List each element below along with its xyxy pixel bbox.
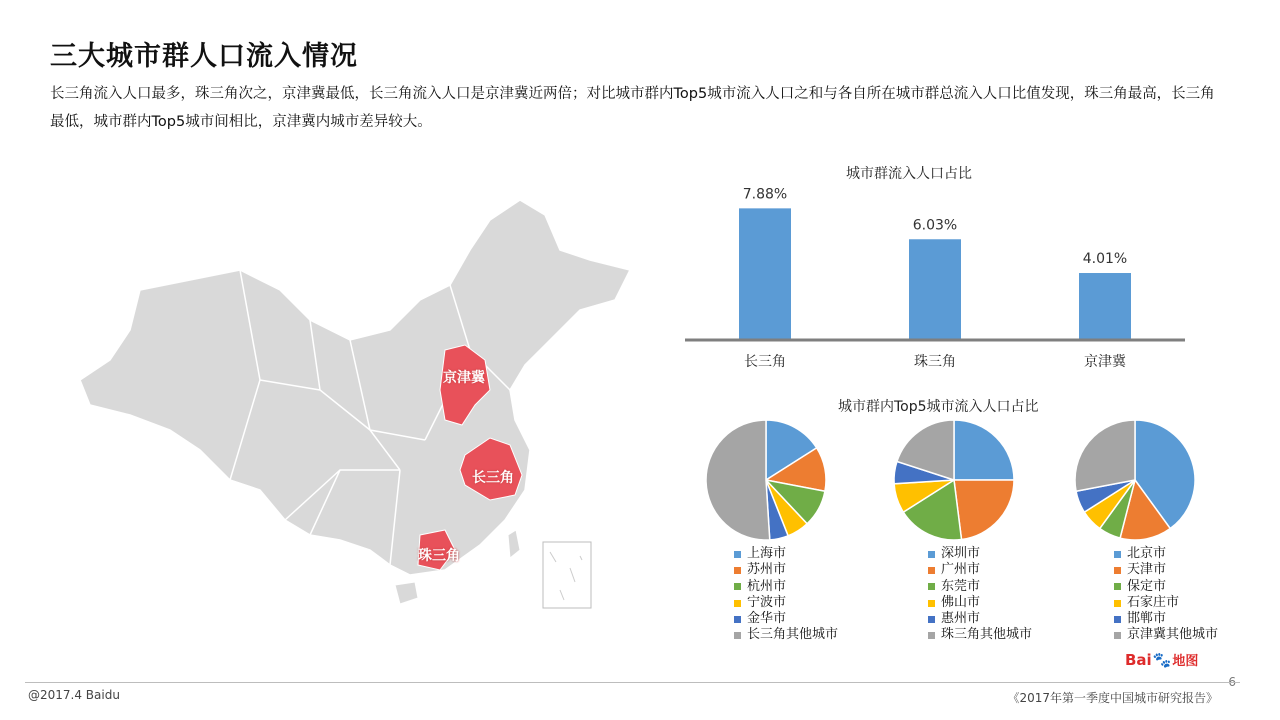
legend-label: 佛山市 bbox=[941, 594, 981, 610]
legend-item bbox=[928, 611, 1032, 627]
hainan-shape bbox=[395, 582, 418, 604]
china-map-svg bbox=[70, 190, 640, 620]
bar-1 bbox=[909, 239, 961, 340]
legend-label: 广州市 bbox=[941, 562, 981, 578]
legend-swatch bbox=[734, 600, 741, 607]
legend-item bbox=[928, 627, 1032, 643]
legend-swatch bbox=[928, 616, 935, 623]
legend-swatch bbox=[928, 567, 935, 574]
legend-label: 京津冀其他城市 bbox=[1127, 627, 1219, 643]
legend-item bbox=[928, 562, 1032, 578]
legend-swatch bbox=[928, 583, 935, 590]
legend-item bbox=[1114, 595, 1218, 611]
baidu-map-logo bbox=[1125, 650, 1198, 669]
pie-legend-zhusanjiao bbox=[928, 546, 1032, 644]
taiwan-shape bbox=[508, 530, 520, 558]
legend-item bbox=[734, 546, 838, 562]
bar-category-label-1: 珠三角 bbox=[914, 354, 956, 370]
logo-text-bai: Bai bbox=[1125, 650, 1152, 669]
legend-label: 苏州市 bbox=[747, 562, 787, 578]
pie-chart-zhusanjiao bbox=[892, 418, 1016, 542]
legend-item bbox=[928, 595, 1032, 611]
pie-slice-0 bbox=[954, 420, 1014, 480]
logo-text-ditu: 地图 bbox=[1172, 654, 1199, 669]
legend-label: 邯郸市 bbox=[1127, 611, 1167, 627]
legend-swatch bbox=[928, 551, 935, 558]
legend-label: 保定市 bbox=[1127, 578, 1167, 594]
legend-swatch bbox=[1114, 567, 1121, 574]
bar-category-label-0: 长三角 bbox=[744, 354, 786, 370]
pie-chart-jingjinji bbox=[1073, 418, 1197, 542]
bar-value-label-2: 4.01% bbox=[1082, 251, 1128, 268]
bar-value-label-1: 6.03% bbox=[912, 217, 958, 234]
legend-label: 天津市 bbox=[1127, 562, 1167, 578]
map-label-zhusanjiao: 珠三角 bbox=[418, 548, 460, 564]
bar-2 bbox=[1079, 273, 1131, 340]
legend-swatch bbox=[734, 583, 741, 590]
legend-swatch bbox=[928, 632, 935, 639]
legend-item bbox=[928, 546, 1032, 562]
legend-swatch bbox=[1114, 583, 1121, 590]
pie-slice-5 bbox=[1075, 420, 1135, 491]
legend-swatch bbox=[1114, 616, 1121, 623]
legend-swatch bbox=[734, 632, 741, 639]
legend-swatch bbox=[1114, 551, 1121, 558]
legend-item bbox=[1114, 627, 1218, 643]
pie-legend-changsanjiao bbox=[734, 546, 838, 644]
legend-item bbox=[1114, 546, 1218, 562]
china-map bbox=[70, 190, 640, 620]
legend-swatch bbox=[734, 551, 741, 558]
bar-category-label-2: 京津冀 bbox=[1084, 354, 1126, 370]
bar-chart-title: 城市群流入人口占比 bbox=[846, 166, 972, 182]
page-number: 6 bbox=[1228, 675, 1236, 689]
legend-label: 深圳市 bbox=[941, 546, 981, 561]
legend-label: 宁波市 bbox=[747, 594, 787, 610]
footer-divider bbox=[25, 682, 1240, 683]
legend-label: 石家庄市 bbox=[1127, 594, 1180, 610]
legend-item bbox=[1114, 579, 1218, 595]
legend-swatch bbox=[734, 567, 741, 574]
legend-swatch bbox=[928, 600, 935, 607]
bar-value-label-0: 7.88% bbox=[742, 186, 788, 203]
legend-label: 珠三角其他城市 bbox=[941, 627, 1033, 643]
legend-item bbox=[734, 562, 838, 578]
pie-legend-jingjinji bbox=[1114, 546, 1218, 644]
china-mainland-shape bbox=[80, 200, 630, 575]
legend-label: 杭州市 bbox=[747, 578, 787, 594]
legend-item bbox=[734, 611, 838, 627]
footer-copyright: @2017.4 Baidu bbox=[28, 688, 120, 702]
legend-label: 北京市 bbox=[1127, 546, 1167, 561]
legend-item bbox=[1114, 562, 1218, 578]
legend-swatch bbox=[1114, 632, 1121, 639]
bar-chart bbox=[680, 178, 1190, 383]
legend-item bbox=[1114, 611, 1218, 627]
map-label-changsanjiao: 长三角 bbox=[472, 470, 514, 486]
legend-label: 金华市 bbox=[747, 611, 787, 627]
legend-label: 上海市 bbox=[747, 546, 787, 561]
legend-item bbox=[734, 579, 838, 595]
footer-report-name: 《2017年第一季度中国城市研究报告》 bbox=[1007, 691, 1218, 705]
legend-swatch bbox=[1114, 600, 1121, 607]
paw-icon: 🐾 bbox=[1152, 650, 1172, 669]
map-label-jingjinji: 京津冀 bbox=[443, 370, 485, 386]
legend-label: 东莞市 bbox=[941, 578, 981, 594]
page-title: 三大城市群人口流入情况 bbox=[50, 41, 358, 72]
bar-0 bbox=[739, 208, 791, 340]
legend-swatch bbox=[734, 616, 741, 623]
legend-item bbox=[928, 579, 1032, 595]
pie-charts-title: 城市群内Top5城市流入人口占比 bbox=[838, 399, 1039, 415]
legend-label: 惠州市 bbox=[941, 611, 981, 627]
legend-label: 长三角其他城市 bbox=[747, 627, 839, 643]
page-description: 长三角流入人口最多，珠三角次之，京津冀最低，长三角流入人口是京津冀近两倍；对比城市群内Top5城市流入人口之和与各自所在城市群总流入人口比值发现，珠三角最高，长三角最低，城市群内Top5城市间相比，京津冀内城市差异较大。 bbox=[50, 86, 1215, 130]
south-china-sea-inset bbox=[543, 542, 591, 608]
pie-chart-changsanjiao bbox=[704, 418, 828, 542]
pie-slice-1 bbox=[954, 480, 1014, 540]
legend-item bbox=[734, 627, 838, 643]
pie-slice-5 bbox=[706, 420, 770, 540]
legend-item bbox=[734, 595, 838, 611]
